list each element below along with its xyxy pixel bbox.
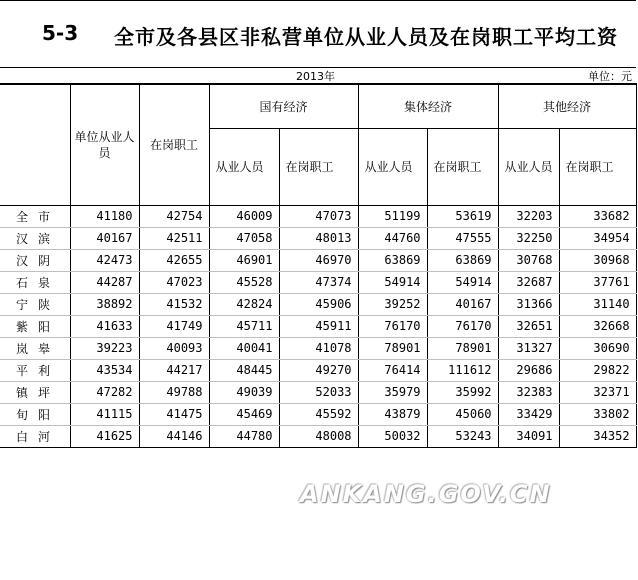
coll-employees-cell: 63869 [358,249,427,271]
table-row [0,271,636,293]
subtitle-row [0,67,636,83]
on-duty-cell: 41749 [139,315,209,337]
employees-cell: 41625 [70,425,139,447]
other-on-duty-cell: 29822 [559,359,636,381]
state-on-duty-cell: 52033 [279,381,358,403]
other-on-duty-cell: 32668 [559,315,636,337]
other-on-duty-cell: 33802 [559,403,636,425]
coll-on-duty-cell: 47555 [427,227,498,249]
region-cell: 汉阴 [0,249,70,271]
table-row [0,315,636,337]
coll-on-duty-cell: 78901 [427,337,498,359]
header-employees: 单位从业人员 [70,84,139,205]
year-label: 2013年 [296,70,335,83]
state-employees-cell: 40041 [209,337,279,359]
other-on-duty-cell: 34954 [559,227,636,249]
other-on-duty-cell: 34352 [559,425,636,447]
table-title: 全市及各县区非私营单位从业人员及在岗职工平均工资 [114,25,618,49]
table-row [0,381,636,403]
state-on-duty-cell: 47073 [279,205,358,227]
region-cell: 宁陕 [0,293,70,315]
employees-cell: 40167 [70,227,139,249]
other-employees-cell: 31366 [498,293,559,315]
region-cell: 紫阳 [0,315,70,337]
coll-employees-cell: 35979 [358,381,427,403]
header-on-duty: 在岗职工 [139,84,209,205]
other-employees-cell: 31327 [498,337,559,359]
header-coll-on-duty: 在岗职工 [427,128,498,205]
on-duty-cell: 44146 [139,425,209,447]
on-duty-cell: 42655 [139,249,209,271]
other-employees-cell: 29686 [498,359,559,381]
unit-label: 单位：元 [588,70,632,83]
coll-on-duty-cell: 111612 [427,359,498,381]
employees-cell: 41633 [70,315,139,337]
coll-on-duty-cell: 35992 [427,381,498,403]
region-cell: 岚皋 [0,337,70,359]
header-state-owned: 国有经济 [209,84,358,128]
table-number: 5-3 [42,21,79,45]
other-employees-cell: 33429 [498,403,559,425]
region-cell: 白河 [0,425,70,447]
state-employees-cell: 45711 [209,315,279,337]
coll-on-duty-cell: 54914 [427,271,498,293]
other-on-duty-cell: 30968 [559,249,636,271]
region-cell: 汉滨 [0,227,70,249]
employees-cell: 42473 [70,249,139,271]
coll-employees-cell: 50032 [358,425,427,447]
state-on-duty-cell: 46970 [279,249,358,271]
coll-employees-cell: 54914 [358,271,427,293]
state-on-duty-cell: 45911 [279,315,358,337]
table-row [0,403,636,425]
other-on-duty-cell: 32371 [559,381,636,403]
coll-on-duty-cell: 53243 [427,425,498,447]
employees-cell: 38892 [70,293,139,315]
other-on-duty-cell: 33682 [559,205,636,227]
coll-employees-cell: 39252 [358,293,427,315]
on-duty-cell: 41475 [139,403,209,425]
coll-on-duty-cell: 40167 [427,293,498,315]
other-employees-cell: 32651 [498,315,559,337]
state-on-duty-cell: 45906 [279,293,358,315]
other-employees-cell: 30768 [498,249,559,271]
state-employees-cell: 47058 [209,227,279,249]
employees-cell: 41115 [70,403,139,425]
coll-on-duty-cell: 45060 [427,403,498,425]
region-cell: 石泉 [0,271,70,293]
coll-employees-cell: 44760 [358,227,427,249]
wage-table [0,83,637,448]
state-employees-cell: 49039 [209,381,279,403]
region-cell: 旬阳 [0,403,70,425]
header-other: 其他经济 [498,84,636,128]
on-duty-cell: 44217 [139,359,209,381]
other-on-duty-cell: 31140 [559,293,636,315]
employees-cell: 44287 [70,271,139,293]
table-row [0,227,636,249]
table-row [0,249,636,271]
other-employees-cell: 32250 [498,227,559,249]
table-row [0,337,636,359]
other-employees-cell: 32383 [498,381,559,403]
header-coll-employees: 从业人员 [358,128,427,205]
coll-on-duty-cell: 63869 [427,249,498,271]
on-duty-cell: 47023 [139,271,209,293]
header-state-employees: 从业人员 [209,128,279,205]
coll-on-duty-cell: 53619 [427,205,498,227]
coll-employees-cell: 51199 [358,205,427,227]
coll-on-duty-cell: 76170 [427,315,498,337]
state-on-duty-cell: 41078 [279,337,358,359]
coll-employees-cell: 78901 [358,337,427,359]
coll-employees-cell: 76414 [358,359,427,381]
other-employees-cell: 32687 [498,271,559,293]
employees-cell: 41180 [70,205,139,227]
other-on-duty-cell: 37761 [559,271,636,293]
state-on-duty-cell: 48008 [279,425,358,447]
coll-employees-cell: 76170 [358,315,427,337]
on-duty-cell: 40093 [139,337,209,359]
table-row [0,205,636,227]
state-employees-cell: 46901 [209,249,279,271]
coll-employees-cell: 43879 [358,403,427,425]
region-cell: 平利 [0,359,70,381]
table-row [0,359,636,381]
table-row [0,425,636,447]
other-employees-cell: 32203 [498,205,559,227]
on-duty-cell: 42754 [139,205,209,227]
site-watermark: ANKANG.GOV.CN [300,480,552,508]
region-cell: 全市 [0,205,70,227]
on-duty-cell: 49788 [139,381,209,403]
state-employees-cell: 45528 [209,271,279,293]
employees-cell: 47282 [70,381,139,403]
other-on-duty-cell: 30690 [559,337,636,359]
state-employees-cell: 46009 [209,205,279,227]
table-title-bar [0,0,636,68]
header-other-on-duty: 在岗职工 [559,128,636,205]
on-duty-cell: 42511 [139,227,209,249]
employees-cell: 43534 [70,359,139,381]
on-duty-cell: 41532 [139,293,209,315]
state-employees-cell: 45469 [209,403,279,425]
header-region [0,84,70,205]
header-collective: 集体经济 [358,84,498,128]
state-employees-cell: 44780 [209,425,279,447]
other-employees-cell: 34091 [498,425,559,447]
state-on-duty-cell: 45592 [279,403,358,425]
header-state-on-duty: 在岗职工 [279,128,358,205]
state-on-duty-cell: 49270 [279,359,358,381]
state-on-duty-cell: 48013 [279,227,358,249]
employees-cell: 39223 [70,337,139,359]
header-other-employees: 从业人员 [498,128,559,205]
state-employees-cell: 42824 [209,293,279,315]
state-on-duty-cell: 47374 [279,271,358,293]
region-cell: 镇坪 [0,381,70,403]
table-row [0,293,636,315]
state-employees-cell: 48445 [209,359,279,381]
